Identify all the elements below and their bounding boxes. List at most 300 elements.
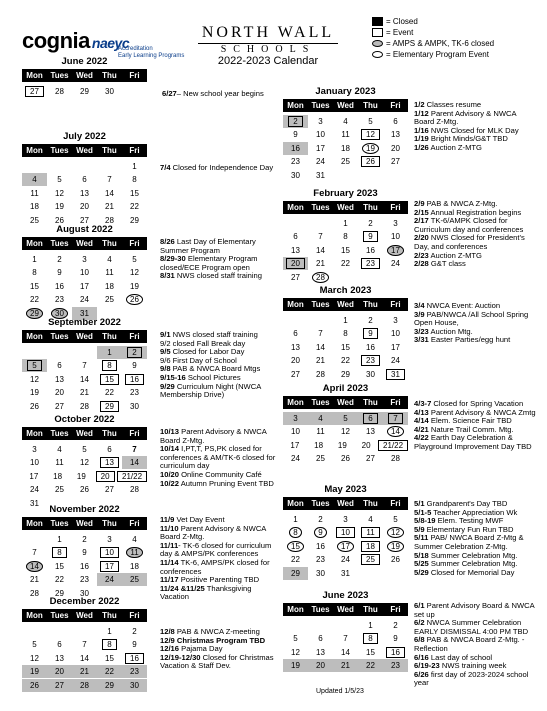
day-cell: 21/22 [117, 470, 147, 483]
weekday-label: Tues [311, 398, 330, 407]
day-cell: 7 [383, 412, 408, 425]
day-cell: 30 [366, 369, 375, 379]
day-cell: 24 [341, 555, 350, 564]
day-cell: 8 [32, 268, 37, 277]
event-item: 1/16 NWS Closed for MLK Day [414, 125, 519, 135]
weekday-label: Mon [287, 101, 304, 110]
day-cell: 5 [333, 412, 358, 425]
month-title: May 2023 [324, 484, 367, 495]
week-row [22, 159, 147, 173]
day-cell: 6 [358, 412, 383, 425]
day-cell: 3 [107, 534, 112, 544]
weekday-label: Thu [102, 519, 117, 528]
day-cell [333, 271, 358, 284]
month-title: December 2022 [49, 596, 120, 607]
day-cell: 28 [130, 485, 139, 494]
school-title: NORTH WALL SCHOOLS 2022-2023 Calendar [198, 24, 338, 67]
day-cell: 29 [130, 215, 139, 225]
weekday-header [22, 427, 147, 440]
day-cell: 6 [82, 175, 87, 184]
month-title: April 2023 [322, 383, 369, 394]
week-row [283, 216, 408, 230]
day-cell: 25 [30, 215, 39, 225]
day-cell: 5 [368, 116, 373, 126]
day-cell: 13 [391, 130, 400, 139]
weekday-label: Wed [76, 332, 93, 341]
day-cell: 2 [368, 218, 373, 228]
event-item: 10/14 I,PT,T, PS,PK closed for conferences & AM/TK-6 closed for curriculum day [160, 444, 276, 471]
day-cell: 20 [308, 659, 333, 672]
weekday-label: Mon [26, 332, 43, 341]
day-cell: 9 [132, 361, 137, 370]
event-item: 9/6 First Day of School [160, 355, 237, 365]
day-cell: 1 [32, 254, 37, 264]
day-cell: 15 [341, 342, 350, 352]
day-cell: 18 [358, 540, 383, 553]
day-cell: 3 [343, 514, 348, 524]
day-cell [22, 160, 47, 173]
day-cell: 25 [341, 157, 350, 166]
day-cell: 5 [22, 359, 47, 372]
day-cell [383, 169, 408, 182]
month-events [414, 101, 536, 153]
day-cell: 13 [291, 342, 300, 352]
day-cell: 22 [55, 575, 64, 584]
event-item: 2/17 TK-6/AMPK Closed for Curriculum day and conferences [414, 216, 524, 234]
day-cell: 6 [393, 116, 398, 126]
week-row [22, 678, 147, 692]
weekday-label: Thu [363, 499, 378, 508]
day-cell: 24 [97, 573, 122, 586]
day-cell: 23 [358, 354, 383, 367]
day-cell [383, 567, 408, 580]
event-item: 7/4 Closed for Independence Day [160, 163, 274, 172]
event-item: 8/26 Last Day of Elementary Summer Program [160, 237, 256, 255]
event-item: 4/22 Earth Day Celebration & Playground Improvement Day TBD [414, 433, 532, 451]
day-cell: 15 [55, 561, 64, 571]
day-cell: 14 [341, 647, 350, 657]
day-cell: 30 [80, 588, 89, 598]
day-cell: 19 [358, 142, 383, 155]
weekday-label: Fri [390, 398, 401, 407]
day-cell: 11 [341, 130, 350, 139]
day-cell: 22 [358, 659, 383, 672]
day-cell: 4 [368, 514, 373, 524]
week-row [22, 266, 147, 280]
day-cell: 1 [57, 534, 62, 544]
event-item: 11/9 Vet Day Event [160, 515, 225, 524]
week-row [283, 452, 408, 466]
day-cell: 21 [30, 575, 39, 584]
week-row [22, 200, 147, 214]
event-item: 3/9 PAB/NWCA /All School Spring Open House, [414, 309, 529, 328]
weekday-header [283, 396, 408, 409]
day-cell: 19 [130, 281, 139, 291]
month-events [414, 602, 536, 688]
day-cell: 12 [30, 653, 39, 663]
day-cell: 14 [105, 188, 114, 198]
day-cell: 23 [130, 388, 139, 397]
week-row [283, 553, 408, 567]
day-cell: 18 [130, 561, 139, 571]
day-cell: 8 [47, 546, 72, 559]
day-cell: 9 [308, 526, 333, 539]
day-cell: 27 [366, 454, 375, 463]
day-cell: 28 [30, 588, 39, 598]
day-cell: 9 [293, 130, 298, 139]
event-item: 5/29 Closed for Memorial Day [414, 567, 515, 577]
day-cell: 4 [107, 254, 112, 264]
month-events [160, 516, 278, 602]
month-title: October 2022 [54, 414, 115, 425]
weekday-label: Mon [287, 300, 304, 309]
weekday-label: Mon [287, 499, 304, 508]
week-row [283, 354, 408, 368]
event-item: 6/1 Parent Advisory Board & NWCA set up [414, 601, 535, 619]
week-row [22, 483, 147, 497]
day-cell: 19 [383, 540, 408, 553]
event-item: 5/8-19 Elem. Testing MWF [414, 516, 504, 526]
day-cell: 28 [308, 271, 333, 284]
day-cell: 1 [132, 161, 137, 171]
weekday-label: Wed [337, 499, 354, 508]
day-cell: 21 [72, 665, 97, 678]
weekday-label: Fri [390, 605, 401, 614]
day-cell: 29 [97, 400, 122, 413]
weekday-label: Mon [26, 71, 43, 80]
weekday-label: Thu [102, 611, 117, 620]
day-cell: 6 [318, 634, 323, 643]
week-row [22, 651, 147, 665]
day-cell: 6 [57, 640, 62, 649]
month-events [414, 400, 536, 452]
day-cell: 5 [82, 444, 87, 454]
day-cell: 22 [341, 259, 350, 268]
week-row [283, 168, 408, 182]
week-row [22, 252, 147, 266]
day-cell: 22 [341, 356, 350, 365]
weekday-label: Wed [337, 300, 354, 309]
day-cell: 13 [316, 647, 325, 657]
day-cell [22, 533, 47, 546]
day-cell: 9 [82, 548, 87, 557]
week-row [283, 411, 408, 425]
day-cell: 24 [391, 356, 400, 365]
day-cell: 25 [358, 553, 383, 566]
event-item: 6/2 NWCA Summer Celebration EARLY DISMISSAL 4:00 PM TBD [414, 618, 529, 636]
day-cell: 23 [80, 575, 89, 584]
day-cell: 10 [391, 329, 400, 338]
month-title: March 2023 [319, 285, 372, 296]
week-row [283, 526, 408, 540]
day-cell [72, 346, 97, 359]
day-cell: 27 [291, 369, 300, 379]
week-row [283, 128, 408, 142]
day-cell: 8 [132, 175, 137, 184]
event-item: 4/13 Parent Advisory & NWCA Zmtg [414, 407, 536, 417]
day-cell: 20 [80, 202, 89, 211]
week-row [22, 624, 147, 638]
legend-item: = Closed [372, 16, 494, 27]
day-cell: 1 [97, 346, 122, 359]
day-cell: 24 [30, 485, 39, 494]
day-cell: 15 [30, 281, 39, 291]
day-cell: 1 [343, 218, 348, 228]
event-item: 1/12 Parent Advisory & NWCA Board Z-Mtg. [414, 108, 517, 127]
day-cell: 20 [55, 388, 64, 397]
day-cell: 26 [55, 215, 64, 225]
week-row [22, 559, 147, 573]
day-cell: 6 [293, 329, 298, 338]
event-item: 10/20 Online Community Café [160, 469, 262, 479]
day-cell: 5 [132, 254, 137, 264]
day-cell: 15 [97, 373, 122, 386]
weekday-label: Fri [129, 146, 140, 155]
weekday-label: Wed [337, 101, 354, 110]
day-cell: 17 [391, 342, 400, 352]
closed-swatch-icon [372, 17, 383, 26]
event-item: 12/19-12/30 Closed for Christmas Vacation & Staff Dev. [160, 652, 274, 671]
event-item: 2/23 Auction Z-MTG [414, 250, 482, 260]
day-cell: 12 [358, 128, 383, 141]
day-cell [358, 169, 383, 182]
month-events [414, 200, 536, 269]
day-cell: 22 [291, 555, 300, 564]
event-item: 12/16 Pajama Day [160, 644, 223, 654]
day-cell [333, 169, 358, 182]
day-cell: 26 [358, 155, 383, 168]
weekday-label: Mon [287, 605, 304, 614]
day-cell: 3 [318, 116, 323, 126]
day-cell: 23 [383, 659, 408, 672]
day-cell: 9 [358, 327, 383, 340]
weekday-label: Thu [102, 429, 117, 438]
day-cell: 24 [316, 157, 325, 166]
day-cell [47, 160, 72, 173]
day-cell: 2 [318, 514, 323, 524]
day-cell: 23 [291, 157, 300, 166]
week-row [22, 372, 147, 386]
event-item: 2/15 Annual Registration begins [414, 207, 522, 217]
day-cell: 28 [55, 86, 64, 96]
event-item: 9/29 Curriculum Night (NWCA Membership Drive) [160, 381, 261, 400]
day-cell: 29 [22, 307, 47, 320]
day-cell: 11 [316, 427, 325, 436]
day-cell: 10 [333, 526, 358, 539]
weekday-header [283, 298, 408, 311]
day-cell: 4 [132, 534, 137, 544]
day-cell: 2 [82, 534, 87, 544]
day-cell: 2 [132, 626, 137, 636]
day-cell: 8 [97, 638, 122, 651]
day-cell: 10 [391, 232, 400, 241]
day-cell: 24 [291, 454, 300, 463]
day-cell: 20 [391, 143, 400, 153]
day-cell: 2 [57, 254, 62, 264]
weekday-label: Tues [311, 203, 330, 212]
day-cell: 27 [22, 85, 47, 98]
weekday-header [22, 609, 147, 622]
weekday-label: Thu [102, 71, 117, 80]
week-row [283, 270, 408, 284]
month-title: July 2022 [63, 131, 106, 142]
day-cell: 3 [283, 412, 308, 425]
day-cell: 27 [391, 157, 400, 166]
day-cell: 7 [82, 361, 87, 370]
month-events [160, 164, 278, 173]
day-cell [47, 625, 72, 638]
day-cell: 4 [308, 412, 333, 425]
day-cell: 15 [130, 188, 139, 198]
day-cell: 21 [333, 659, 358, 672]
day-cell: 25 [105, 295, 114, 304]
day-cell: 26 [341, 454, 350, 463]
day-cell: 17 [29, 471, 39, 481]
footer-updated: Updated 1/5/23 [316, 688, 364, 695]
week-row [22, 532, 147, 546]
day-cell: 31 [30, 498, 39, 508]
weekday-label: Tues [311, 605, 330, 614]
event-item: 6/16 Last day of school [414, 652, 493, 662]
day-cell: 5 [57, 175, 62, 184]
week-row [22, 665, 147, 679]
day-cell: 21 [105, 202, 114, 211]
weekday-label: Fri [129, 332, 140, 341]
day-cell: 23 [55, 295, 64, 304]
day-cell: 13 [97, 456, 122, 469]
month-title: August 2022 [56, 224, 113, 235]
weekday-label: Thu [363, 605, 378, 614]
weekday-label: Fri [129, 71, 140, 80]
event-item: 3/23 Auction Mtg. [414, 326, 473, 336]
event-item: 5/9 Elementary Fun Run TBD [414, 524, 514, 534]
day-cell: 21 [80, 388, 89, 397]
day-cell: 4 [57, 444, 62, 454]
weekday-label: Tues [50, 519, 69, 528]
weekday-label: Wed [76, 239, 93, 248]
weekday-label: Thu [102, 239, 117, 248]
day-cell [308, 217, 333, 230]
day-cell: 18 [105, 281, 114, 291]
week-row [283, 257, 408, 271]
day-cell: 12 [341, 427, 350, 436]
day-cell: 14 [22, 560, 47, 573]
event-item: 3/31 Easter Parties/egg hunt [414, 335, 511, 345]
day-cell: 20 [291, 356, 300, 365]
day-cell: 26 [122, 293, 147, 306]
month-events [160, 331, 278, 400]
month-title: September 2022 [48, 317, 121, 328]
weekday-header [283, 99, 408, 112]
weekday-label: Wed [76, 519, 93, 528]
event-item: 10/22 Autumn Pruning Event TBD [160, 478, 274, 488]
day-cell: 7 [82, 640, 87, 649]
day-cell: 14 [383, 425, 408, 438]
day-cell: 16 [366, 245, 375, 255]
day-cell [308, 314, 333, 327]
weekday-label: Thu [363, 398, 378, 407]
day-cell: 20 [47, 665, 72, 678]
day-cell: 8 [343, 329, 348, 338]
day-cell: 11 [55, 458, 64, 467]
day-cell: 25 [55, 485, 64, 494]
weekday-label: Fri [390, 101, 401, 110]
weekday-header [22, 144, 147, 157]
event-item: 8/31 NWS closed staff training [160, 271, 263, 281]
day-cell: 9 [57, 268, 62, 277]
day-cell: 7 [318, 232, 323, 241]
day-cell: 2 [122, 346, 147, 359]
event-item: 11/24 &11/25 Thanksgiving Vacation [160, 583, 252, 602]
event-item: 1/2 Classes resume [414, 100, 482, 109]
day-cell: 31 [383, 368, 408, 381]
day-cell: 29 [341, 369, 350, 379]
day-cell: 15 [366, 647, 375, 657]
day-cell: 3 [82, 254, 87, 264]
week-row [22, 469, 147, 483]
event-item: 9/8 PAB & NWCA Board Mtgs [160, 364, 261, 374]
weekday-label: Wed [76, 146, 93, 155]
day-cell: 5 [293, 634, 298, 643]
weekday-label: Tues [50, 332, 69, 341]
day-cell: 21/22 [378, 439, 408, 452]
day-cell: 9 [132, 640, 137, 649]
day-cell: 17 [80, 281, 89, 291]
day-cell: 3 [393, 315, 398, 325]
day-cell: 15 [341, 245, 350, 255]
day-cell: 30 [291, 170, 300, 180]
day-cell: 10 [80, 268, 89, 277]
day-cell: 20 [93, 470, 117, 483]
weekday-header [22, 330, 147, 343]
day-cell: 30 [47, 307, 72, 320]
weekday-label: Tues [311, 499, 330, 508]
weekday-label: Fri [129, 611, 140, 620]
event-item: 5/1-5 Teacher Appreciation Wk [414, 507, 518, 517]
day-cell: 23 [316, 555, 325, 564]
day-cell [72, 625, 97, 638]
day-cell: 9 [393, 634, 398, 643]
day-cell: 1 [368, 620, 373, 630]
cognia-logo: cognia naeyc [22, 28, 130, 53]
week-row [283, 512, 408, 526]
week-row [283, 230, 408, 244]
day-cell [47, 346, 72, 359]
week-row [22, 345, 147, 359]
day-cell: 16 [80, 561, 89, 571]
day-cell: 17 [333, 540, 358, 553]
weekday-label: Fri [129, 429, 140, 438]
event-swatch-icon [372, 28, 383, 37]
week-row [283, 566, 408, 580]
day-cell: 21 [316, 259, 325, 268]
day-cell: 23 [358, 257, 383, 270]
day-cell: 30 [316, 568, 325, 578]
day-cell: 13 [291, 245, 300, 255]
event-item: 6/19-23 NWS training week [414, 661, 507, 671]
day-cell: 20 [283, 257, 308, 270]
elementary-event-swatch-icon [372, 51, 383, 58]
event-item: 4/3-7 Closed for Spring Vacation [414, 399, 524, 408]
week-row [283, 645, 408, 659]
week-row [22, 386, 147, 400]
event-item: 11/11- TK-6 closed for curriculum day & AMPS/PK conferences [160, 540, 272, 559]
day-cell: 5 [393, 514, 398, 524]
weekday-label: Mon [26, 429, 43, 438]
week-row [22, 186, 147, 200]
week-row [22, 293, 147, 307]
day-cell: 12 [291, 647, 300, 657]
